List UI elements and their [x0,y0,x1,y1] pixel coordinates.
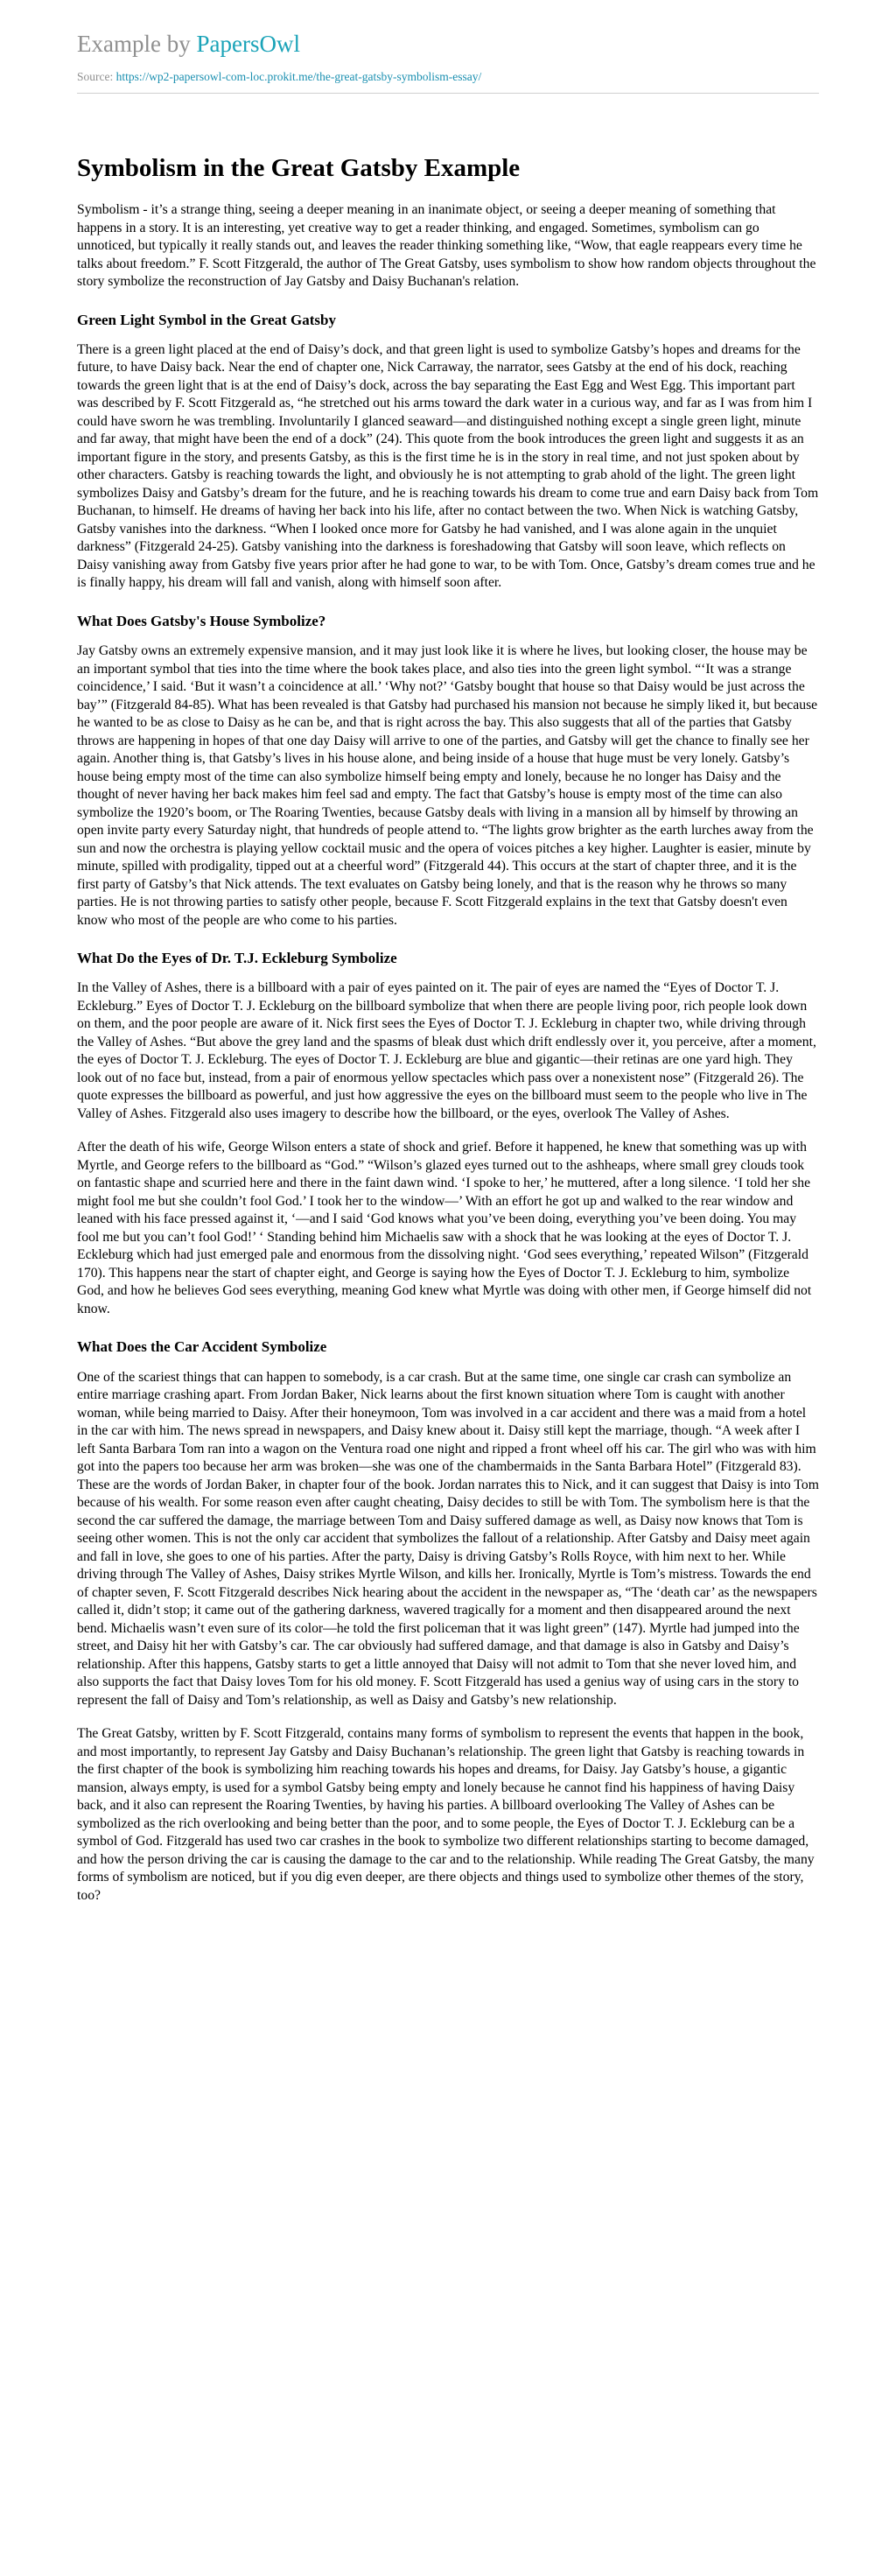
section-heading-eckleburg-eyes: What Do the Eyes of Dr. T.J. Eckleburg Symbolize [77,950,397,967]
source-line [77,70,819,94]
section-heading-gatsby-house: What Does Gatsby's House Symbolize? [77,612,326,629]
paragraph: In the Valley of Ashes, there is a billboard with a pair of eyes painted on it. The pair of eyes are named the “Eyes of Doctor T. J. Eckleburg.” Eyes of Doctor T. J. Eckleburg on the billboard symbolize that when there are people living poor, rich people look down on them, and the poor people are aware of it. Nick first sees the Eyes of Doctor T. J. Eckleburg in chapter two, while driving through the Valley of Ashes. “But above the grey land and the spasms of bleak dust which drift endlessly over it, you perceive, after a moment, the eyes of Doctor T. J. Eckleburg. The eyes of Doctor T. J. Eckleburg are blue and gigantic—their retinas are one yard high. They look out of no face but, instead, from a pair of enormous yellow spectacles which pass over a nonexistent nose” (Fitzgerald 26). The quote expresses the billboard as powerful, and just how aggressive the eyes on the billboard must seem to the people who live in The Valley of Ashes. Fitzgerald also uses imagery to describe how the billboard, or the eyes, overlook The Valley of Ashes. [77,980,816,1121]
paragraph: One of the scariest things that can happen to somebody, is a car crash. But at the same time, one single car crash can symbolize an entire marriage crashing apart. From Jordan Baker, Nick learns about the first known situation where Tom is caught with another woman, while being married to Daisy. After their honeymoon, Tom was involved in a car accident and there was a maid from a hotel in the car with him. The news spread in newspapers, and Daisy knew about it. Daisy still kept the marriage, though. “A week after I left Santa Barbara Tom ran into a wagon on the Ventura road one night and ripped a front wheel off his car. The girl who was with him got into the papers too because her arm was broken—she was one of the chambermaids in the Santa Barbara Hotel” (Fitzgerald 83). These are the words of Jordan Baker, in chapter four of the book. Jordan narrates this to Nick, and it can suggest that Daisy is into Tom because of his wealth. For some reason even after caught cheating, Daisy decides to still be with Tom. The symbolism here is that the second the car suffered the damage, the marriage between Tom and Daisy suffered damage as well, as Daisy now knows that Tom is seeing other women. This is not the only car accident that symbolizes the fallout of a relationship. After Gatsby and Daisy meet again and fall in love, she goes to one of his parties. After the party, Daisy is driving Gatsby’s Rolls Royce, with him next to her. While driving through The Valley of Ashes, Daisy strikes Myrtle Wilson, and kills her. Ironically, Myrtle is Tom’s mistress. Towards the end of chapter seven, F. Scott Fitzgerald describes Nick hearing about the accident in the newspaper as, “The ‘death car’ as the newspapers called it, didn’t stop; it came out of the gathering darkness, wavered tragically for a moment and then disappeared around the next bend. Michaelis wasn’t even sure of its color—he told the first policeman that it was light green” (147). Myrtle had jumped into the street, and Daisy hit her with Gatsby’s car. The car obviously had suffered damage, and that damage is also in Gatsby and Daisy’s relationship. After this happens, Gatsby starts to get a little annoyed that Daisy will not admit to Tom that she never loved him, and also supports the fact that Daisy loves Tom for his old money. F. Scott Fitzgerald has used a genius way of using cars in the story to represent the fall of Daisy and Tom’s relationship, as well as Daisy and Gatsby’s new relationship. [77,1369,819,1708]
source-link[interactable]: https://wp2-papersowl-com-loc.prokit.me/the-great-gatsby-symbolism-essay/ [116,70,482,84]
page-header [77,30,819,94]
intro-paragraph: Symbolism - it’s a strange thing, seeing a deeper meaning in an inanimate object, or seeing a deeper meaning of something that happens in a story. It is an interesting, yet creative way to get a reader thinking, and engaged. Sometimes, symbolism can go unnoticed, but typically it really stands out, and leaves the reader thinking something like, “Wow, that eagle reappears every time he talks about freedom.” F. Scott Fitzgerald, the author of The Great Gatsby, uses symbolism to show how random objects throughout the story symbolize the reconstruction of Jay Gatsby and Daisy Buchanan's relation. [77,202,816,290]
brand-name[interactable]: PapersOwl [196,31,300,57]
article-title: Symbolism in the Great Gatsby Example [77,154,521,183]
section-heading-car-accident: What Does the Car Accident Symbolize [77,1338,327,1356]
article [77,153,819,1905]
conclusion-paragraph: The Great Gatsby, written by F. Scott Fitzgerald, contains many forms of symbolism to represent the events that happen in the book, and most importantly, to represent Jay Gatsby and Daisy Buchanan’s relationship. The green light that Gatsby is reaching towards in the first chapter of the book is symbolizing him reaching towards his hopes and dreams, for Daisy. Jay Gatsby’s house, a gigantic mansion, always empty, is used for a symbol Gatsby being empty and lonely because he cannot find his happiness of having Daisy back, and it also can represent the Roaring Twenties, by having his parties. A billboard overlooking The Valley of Ashes can be symbolized as the rich overlooking and being better than the poor, and to some people, the Eyes of Doctor T. J. Eckleburg can be a symbol of God. Fitzgerald has used two car crashes in the book to symbolize two different relationships starting to become damaged, and how the person driving the car is causing the damage to the car and to the relationship. While reading The Great Gatsby, the many forms of symbolism are noticed, but if you dig even deeper, are there objects and things used to symbolize other themes of the story, too? [77,1726,815,1903]
paragraph: After the death of his wife, George Wilson enters a state of shock and grief. Before it happened, he knew that something was up with Myrtle, and George refers to the billboard as “God.” “Wilson’s glazed eyes turned out to the ashheaps, where small grey clouds took on fantastic shape and scurried here and there in the faint dawn wind. ‘I spoke to her,’ he muttered, after a long silence. ‘I told her she might fool me but she couldn’t fool God.’ I took her to the window—’ With an effort he got up and walked to the rear window and leaned with his face pressed against it, ‘—and I said ‘God knows what you’ve been doing, everything you’ve been doing. You may fool me but you can’t fool God!’ ‘ Standing behind him Michaelis saw with a shock that he was looking at the eyes of Doctor T. J. Eckleburg which had just emerged pale and enormous from the dissolving night. ‘God sees everything,’ repeated Wilson” (Fitzgerald 170). This happens near the start of chapter eight, and George is saying how the Eyes of Doctor T. J. Eckleburg to him, symbolize God, and how he believes God sees everything, meaning God knew what Myrtle was doing with other men, if George himself did not know. [77,1140,812,1316]
source-label: Source: [77,70,116,84]
paragraph: There is a green light placed at the end of Daisy’s dock, and that green light is used to symbolize Gatsby’s hopes and dreams for the future, to have Daisy back. Near the end of chapter one, Nick Carraway, the narrator, sees Gatsby at the end of his dock, reaching towards the green light that is at the end of Daisy’s dock, across the bay separating the East Egg and West Egg. This important part was described by F. Scott Fitzgerald as, “he stretched out his arms toward the dark water in a curious way, and far as I was from him I could have sworn he was trembling. Involuntarily I glanced seaward—and distinguished nothing except a single green light, minute and far away, that might have been the end of a dock” (24). This quote from the book introduces the green light and suggests it as an important figure in the story, and presents Gatsby, as this is the first time he is in the story in real time, and not just spoken about by other characters. Gatsby is reaching towards the light, and obviously he is not attempting to grab ahold of the light. The green light symbolizes Daisy and Gatsby’s dream for the future, and he is reaching towards his dream to come true and earn Daisy back from Tom Buchanan, to himself. He dreams of having her back into his life, after no contact between the two. When Nick is watching Gatsby, Gatsby vanishes into the darkness. “When I looked once more for Gatsby he had vanished, and I was alone again in the unquiet darkness” (Fitzgerald 24-25). Gatsby vanishing into the darkness is foreshadowing that Gatsby will soon leave, which reflects on Daisy vanishing away from Gatsby five years prior after he had gone to war, to be with Tom. Once, Gatsby’s dream comes true and he is finally happy, his dream will fall and vanish, along with himself soon after. [77,341,819,591]
section-heading-green-light: Green Light Symbol in the Great Gatsby [77,311,336,328]
paragraph: Jay Gatsby owns an extremely expensive mansion, and it may just look like it is where he lives, but looking closer, the house may be an important symbol that ties into the time where the book takes place, and also ties into the green light symbol. “‘It was a strange coincidence,’ I said. ‘But it wasn’t a coincidence at all.’ ‘Why not?’ ‘Gatsby bought that house so that Daisy would be just across the bay’” (Fitzgerald 84-85). What has been revealed is that Gatsby had purchased his mansion not because he simply liked it, but because he wanted to be as close to Daisy as he can be, and that is right across the bay. This also suggests that all of the parties that Gatsby throws are happening in hopes of that one day Daisy will arrive to one of the parties, and Gatsby will get the chance to finally see her again. Another thing is, that Gatsby’s lives in his house alone, and being inside of a house that huge must be very lonely. Gatsby’s house being empty most of the time can also symbolize himself being empty and lonely, because he no longer has Daisy and the thought of never having her back makes him feel sad and empty. The fact that Gatsby’s house is empty most of the time can also symbolize the 1920’s boom, or The Roaring Twenties, because Gatsby deals with living in a mansion all by himself by throwing an open invite party every Saturday night, that hundreds of people attend to. “The lights grow brighter as the earth lurches away from the sun and now the orchestra is playing yellow cocktail music and the opera of voices pitches a key higher. Laughter is easier, minute by minute, spilled with prodigality, tipped out at a cheerful word” (Fitzgerald 44). This occurs at the start of chapter three, and it is the first party of Gatsby’s that Nick attends. The text evaluates on Gatsby being lonely, and that is the reason why he throws so many parties. He is not throwing parties to satisfy other people, because F. Scott Fitzgerald explains in the text that Gatsby doesn't even know who most of the people are who come to his parties. [77,643,818,928]
site-title-prefix: Example by [77,31,197,57]
site-title [77,30,819,58]
